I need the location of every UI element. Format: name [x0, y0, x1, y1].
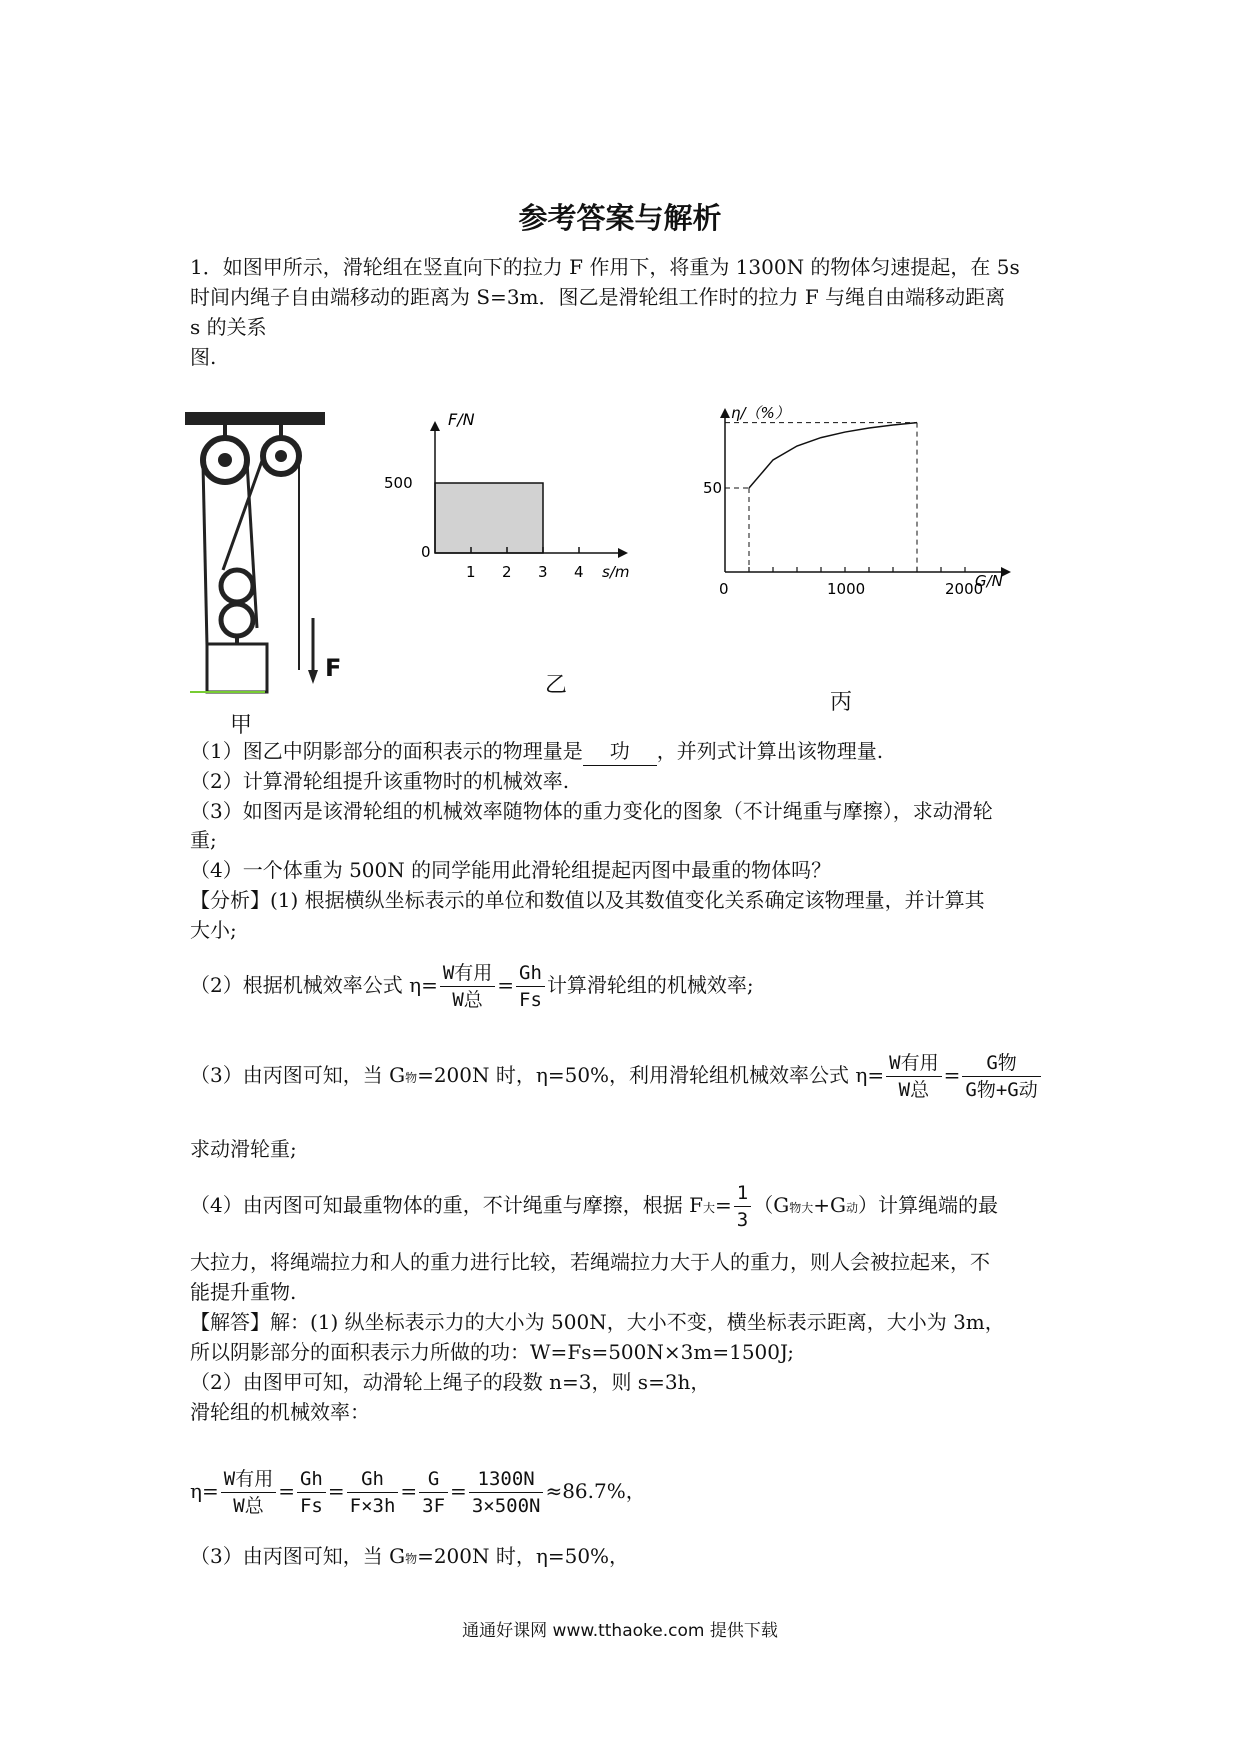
fraction-w-useful-over-total [440, 960, 495, 1013]
y-axis-arrow [720, 408, 730, 418]
q1-text-pre: （1）图乙中阴影部分的面积表示的物理量是 [190, 739, 583, 763]
problem-line-3: s 的关系 [190, 315, 267, 339]
fraction-gh-over-fs [516, 960, 545, 1013]
fraction-den: Fs [299, 1495, 323, 1517]
chart-force-distance [384, 410, 730, 665]
x-tick-label: 3 [538, 563, 548, 581]
question-3b: 重; [190, 828, 217, 852]
q1-text-post: ，并列式计算出该物理量. [656, 739, 884, 763]
analysis-3 [190, 1050, 1043, 1103]
x-tick-label: 4 [574, 563, 584, 581]
fraction-den: 3×500N [471, 1495, 541, 1517]
figure-yi-caption: 乙 [545, 673, 568, 698]
question-2: （2）计算滑轮组提升该重物时的机械效率. [190, 769, 570, 793]
analysis-4b: 大拉力，将绳端拉力和人的重力进行比较，若绳端拉力大于人的重力，则人会被拉起来，不 [190, 1250, 990, 1274]
fraction-gh-over-fs [297, 1466, 326, 1519]
s3-text-post: =200N 时，η=50%， [417, 1544, 630, 1568]
y-tick-label: 50 [703, 479, 723, 497]
x-tick-label: 2 [502, 563, 512, 581]
subscript: 大 [702, 1201, 715, 1215]
problem-line-4: 图. [190, 345, 217, 369]
solution-3 [190, 1542, 629, 1573]
fraction-den: W总 [233, 1495, 264, 1517]
s3-text-pre: （3）由丙图可知，当 G [190, 1544, 406, 1568]
problem-line-1: 1．如图甲所示，滑轮组在竖直向下的拉力 F 作用下，将重为 1300N 的物体匀速提起，在 5s [190, 255, 1020, 279]
y-axis-label: F/N [448, 410, 475, 429]
solution-2b: 滑轮组的机械效率： [190, 1400, 370, 1424]
figure-bing-caption: 丙 [830, 690, 853, 715]
analysis-2 [190, 960, 754, 1013]
x-axis-label: s/m [602, 563, 630, 581]
fraction-w-useful-over-total [221, 1466, 276, 1519]
fraction-num: 1300N [469, 1466, 544, 1493]
equals: = [450, 1479, 467, 1503]
analysis-1a: 【分析】(1) 根据横纵坐标表示的单位和数值以及其数值变化关系确定该物理量，并计算其 [190, 888, 985, 912]
fraction-one-third [734, 1180, 751, 1233]
x-tick-label: 0 [719, 580, 729, 598]
fraction-num: Gh [516, 960, 545, 987]
efficiency-curve [749, 423, 917, 488]
fraction-den: W总 [452, 989, 483, 1011]
footer: 通通好课网 www.tthaoke.com 提供下载 [462, 1621, 778, 1641]
y-tick-label: 500 [384, 474, 413, 492]
subscript: 动 [845, 1201, 858, 1215]
question-3a: （3）如图丙是该滑轮组的机械效率随物体的重力变化的图象（不计绳重与摩擦），求动滑轮 [190, 799, 993, 823]
x-tick-label: 1000 [827, 580, 866, 598]
equals: = [714, 1193, 732, 1217]
fraction-g-over-3f [419, 1466, 448, 1519]
fraction-den: 3 [736, 1209, 749, 1231]
equals: = [278, 1479, 295, 1503]
fraction-den: 3F [422, 1495, 446, 1517]
shaded-area [435, 483, 543, 553]
x-axis-label: G/N [975, 572, 1003, 590]
equals: = [400, 1479, 418, 1503]
analysis-4 [190, 1180, 998, 1233]
fraction-w-useful-over-total [886, 1050, 941, 1103]
chart-efficiency-weight [703, 404, 1025, 672]
fraction-den: Fs [519, 989, 542, 1011]
fraction-den: W总 [898, 1079, 930, 1101]
a3-text-pre: （3）由丙图可知，当 G [190, 1063, 406, 1087]
fraction-num: W有用 [221, 1466, 276, 1493]
x-axis-arrow [618, 548, 628, 558]
x-tick-label: 1 [466, 563, 476, 581]
problem-line-2: 时间内绳子自由端移动的距离为 S=3m．图乙是滑轮组工作时的拉力 F 与绳自由端移动距离 [190, 285, 1006, 309]
eta-label: η= [190, 1479, 219, 1503]
solution-2a: （2）由图甲可知，动滑轮上绳子的段数 n=3，则 s=3h， [190, 1370, 711, 1394]
x-tick-label: 2000 [945, 580, 984, 598]
equals: = [943, 1063, 961, 1087]
analysis-1b: 大小; [190, 918, 237, 942]
a2-text-pre: （2）根据机械效率公式 η= [190, 973, 438, 997]
fraction-num: 1 [734, 1180, 751, 1207]
equals: = [497, 973, 515, 997]
page-title: 参考答案与解析 [518, 201, 722, 235]
fraction-den: G物+G动 [965, 1079, 1038, 1101]
a4-text-pre: （4）由丙图可知最重物体的重，不计绳重与摩擦，根据 F [190, 1193, 703, 1217]
efficiency-equation [190, 1466, 646, 1519]
subscript: 物 [405, 1071, 418, 1085]
fraction-gh-over-f3h [347, 1466, 399, 1519]
fraction-g-over-g-plus-gdyn [962, 1050, 1040, 1103]
figure-jia-caption: 甲 [230, 713, 253, 738]
y-axis-label: η/（%） [731, 404, 790, 422]
fraction-num: Gh [297, 1466, 326, 1493]
x-tick-label: 0 [421, 543, 431, 561]
a2-text-post: 计算滑轮组的机械效率; [546, 973, 754, 997]
a3-text-mid: =200N 时，η=50%，利用滑轮组机械效率公式 η= [417, 1063, 885, 1087]
subscript: 物大 [789, 1201, 814, 1215]
force-label: F [325, 654, 342, 682]
question-4: （4）一个体重为 500N 的同学能用此滑轮组提起丙图中最重的物体吗？ [190, 858, 832, 882]
fraction-num: W有用 [886, 1050, 941, 1077]
a4-text-post: ）计算绳端的最 [857, 1193, 998, 1217]
fraction-den: F×3h [349, 1495, 396, 1517]
fraction-num: G物 [962, 1050, 1040, 1077]
question-1 [190, 737, 883, 766]
a4-paren: （G [753, 1193, 790, 1217]
a4-plus: +G [813, 1193, 846, 1217]
y-axis-arrow [430, 421, 440, 431]
analysis-4c: 能提升重物. [190, 1280, 297, 1304]
fraction-num: G [419, 1466, 448, 1493]
solution-1a: 【解答】解：(1) 纵坐标表示力的大小为 500N，大小不变，横坐标表示距离，大小为 3m， [190, 1310, 1005, 1334]
q1-answer-blank: 功 [583, 737, 657, 766]
equals: = [327, 1479, 345, 1503]
pulley-diagram [185, 408, 355, 698]
fraction-num: W有用 [440, 960, 495, 987]
analysis-3b: 求动滑轮重; [190, 1137, 297, 1161]
fraction-num: Gh [347, 1466, 399, 1493]
efficiency-result: ≈86.7%， [545, 1479, 646, 1503]
subscript: 物 [405, 1552, 418, 1566]
solution-1b: 所以阴影部分的面积表示力所做的功：W=Fs=500N×3m=1500J; [190, 1340, 794, 1364]
fraction-1300-over-1500 [469, 1466, 544, 1519]
